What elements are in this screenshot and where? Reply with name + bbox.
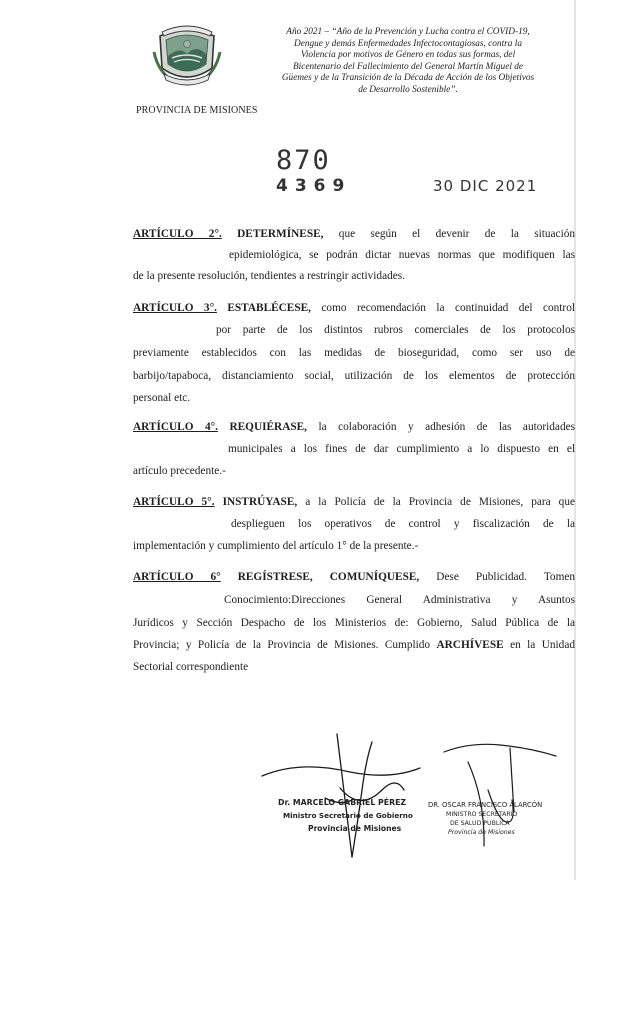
article-5-line-2: desplieguen los operativos de control y fiscalización de la xyxy=(231,518,575,530)
article-6-archive-keyword: ARCHÍVESE xyxy=(436,639,504,651)
article-3-keyword: ESTABLÉCESE, xyxy=(227,302,311,314)
article-6-line-2: Conocimiento:Direcciones General Administrativa y Asuntos xyxy=(224,594,575,606)
article-6-keyword: REGÍSTRESE, COMUNÍQUESE, xyxy=(237,571,420,583)
article-6-text: Provincia; y Policía de la Provincia de Misiones. Cumplido xyxy=(133,639,431,651)
article-3-line-3: previamente establecidos con las medidas de bioseguridad, como ser uso de xyxy=(133,347,575,359)
article-4-line-3: artículo precedente.- xyxy=(133,465,226,477)
date-stamp: 30 DIC 2021 xyxy=(433,177,538,195)
article-6-text-tail: en la Unidad xyxy=(510,639,575,651)
motto-line: Violencia por motivos de Género en todas sus formas, del xyxy=(300,50,516,61)
article-6-text: Dese Publicidad. Tomen xyxy=(436,571,576,583)
article-3-line-4: barbijo/tapaboca, distanciamiento social, utilización de los elementos de protección xyxy=(133,370,575,382)
article-4-text: la colaboración y adhesión de las autoridades xyxy=(318,421,576,433)
article-2-line-2: epidemiológica, se podrán dictar nuevas normas que modifiquen las xyxy=(229,249,575,261)
province-heading: PROVINCIA DE MISIONES xyxy=(136,105,258,116)
article-2-label: ARTÍCULO 2°. xyxy=(133,228,222,240)
motto-line: Dengue y demás Enfermedades Infectocontagiosas, contra la xyxy=(294,38,522,49)
article-5-keyword: INSTRÚYASE, xyxy=(222,496,298,508)
article-2-line-1 xyxy=(133,228,575,240)
stamp-number-bottom: 4369 xyxy=(276,176,352,196)
article-3-line-2: por parte de los distintos rubros comerciales de los protocolos xyxy=(216,324,575,336)
article-2-line-3: de la presente resolución, tendientes a restringir actividades. xyxy=(133,270,405,282)
article-6-label: ARTÍCULO 6° xyxy=(133,571,221,583)
signature-left-drawing xyxy=(262,734,420,857)
article-3-label: ARTÍCULO 3°. xyxy=(133,302,217,314)
motto-line: Año 2021 – “Año de la Prevención y Lucha contra el COVID-19, xyxy=(286,27,530,37)
article-5-text: a la Policía de la Provincia de Misiones, para que xyxy=(305,496,575,508)
page-edge-shadow xyxy=(574,0,576,880)
article-3-line-1 xyxy=(133,302,575,314)
article-2-text: que según el devenir de la situación xyxy=(338,228,576,240)
article-6-line-3: Jurídicos y Sección Despacho de los Ministerios de: Gobierno, Salud Pública de la xyxy=(133,617,575,629)
signature-left-province: Provincia de Misiones xyxy=(308,824,402,833)
article-6-line-5: Sectorial correspondiente xyxy=(133,661,249,673)
provincial-seal-icon xyxy=(150,22,224,88)
motto-line: Bicentenario del Fallecimiento del General Martín Miguel de xyxy=(292,61,524,72)
signature-right-role: MINISTRO SECRETARIO xyxy=(446,811,518,818)
article-3-line-5: personal etc. xyxy=(133,392,191,404)
article-4-label: ARTÍCULO 4°. xyxy=(133,421,218,433)
article-4-line-2: municipales a los fines de dar cumplimiento a lo dispuesto en el xyxy=(228,443,575,455)
article-6-line-1 xyxy=(133,571,575,583)
article-5-label: ARTÍCULO 5°. xyxy=(133,496,215,508)
article-2-keyword: DETERMÍNESE, xyxy=(237,228,324,240)
signature-right-dept: DE SALUD PUBLICA xyxy=(450,820,510,827)
signature-right-province: Provincia de Misiones xyxy=(448,829,515,836)
article-6-line-4 xyxy=(133,639,575,651)
article-4-keyword: REQUIÉRASE, xyxy=(229,421,307,433)
year-motto xyxy=(258,27,558,97)
signature-left-name: Dr. MARCELO GABRIEL PÉREZ xyxy=(278,798,407,807)
motto-line: de Desarrollo Sostenible”. xyxy=(358,84,458,95)
article-3-text: como recomendación la continuidad del control xyxy=(321,302,575,314)
motto-line: Güemes y de la Transición de la Década de Acción de los Objetivos xyxy=(281,73,535,84)
article-5-line-1 xyxy=(133,496,575,508)
article-5-line-3: implementación y cumplimiento del artículo 1° de la presente.- xyxy=(133,540,419,552)
stamp-number-top: 870 xyxy=(276,145,331,176)
signature-left-role: Ministro Secretario de Gobierno xyxy=(283,811,413,820)
article-4-line-1 xyxy=(133,421,575,433)
signature-right-name: DR. OSCAR FRANCISCO ALARCÓN xyxy=(428,801,543,809)
